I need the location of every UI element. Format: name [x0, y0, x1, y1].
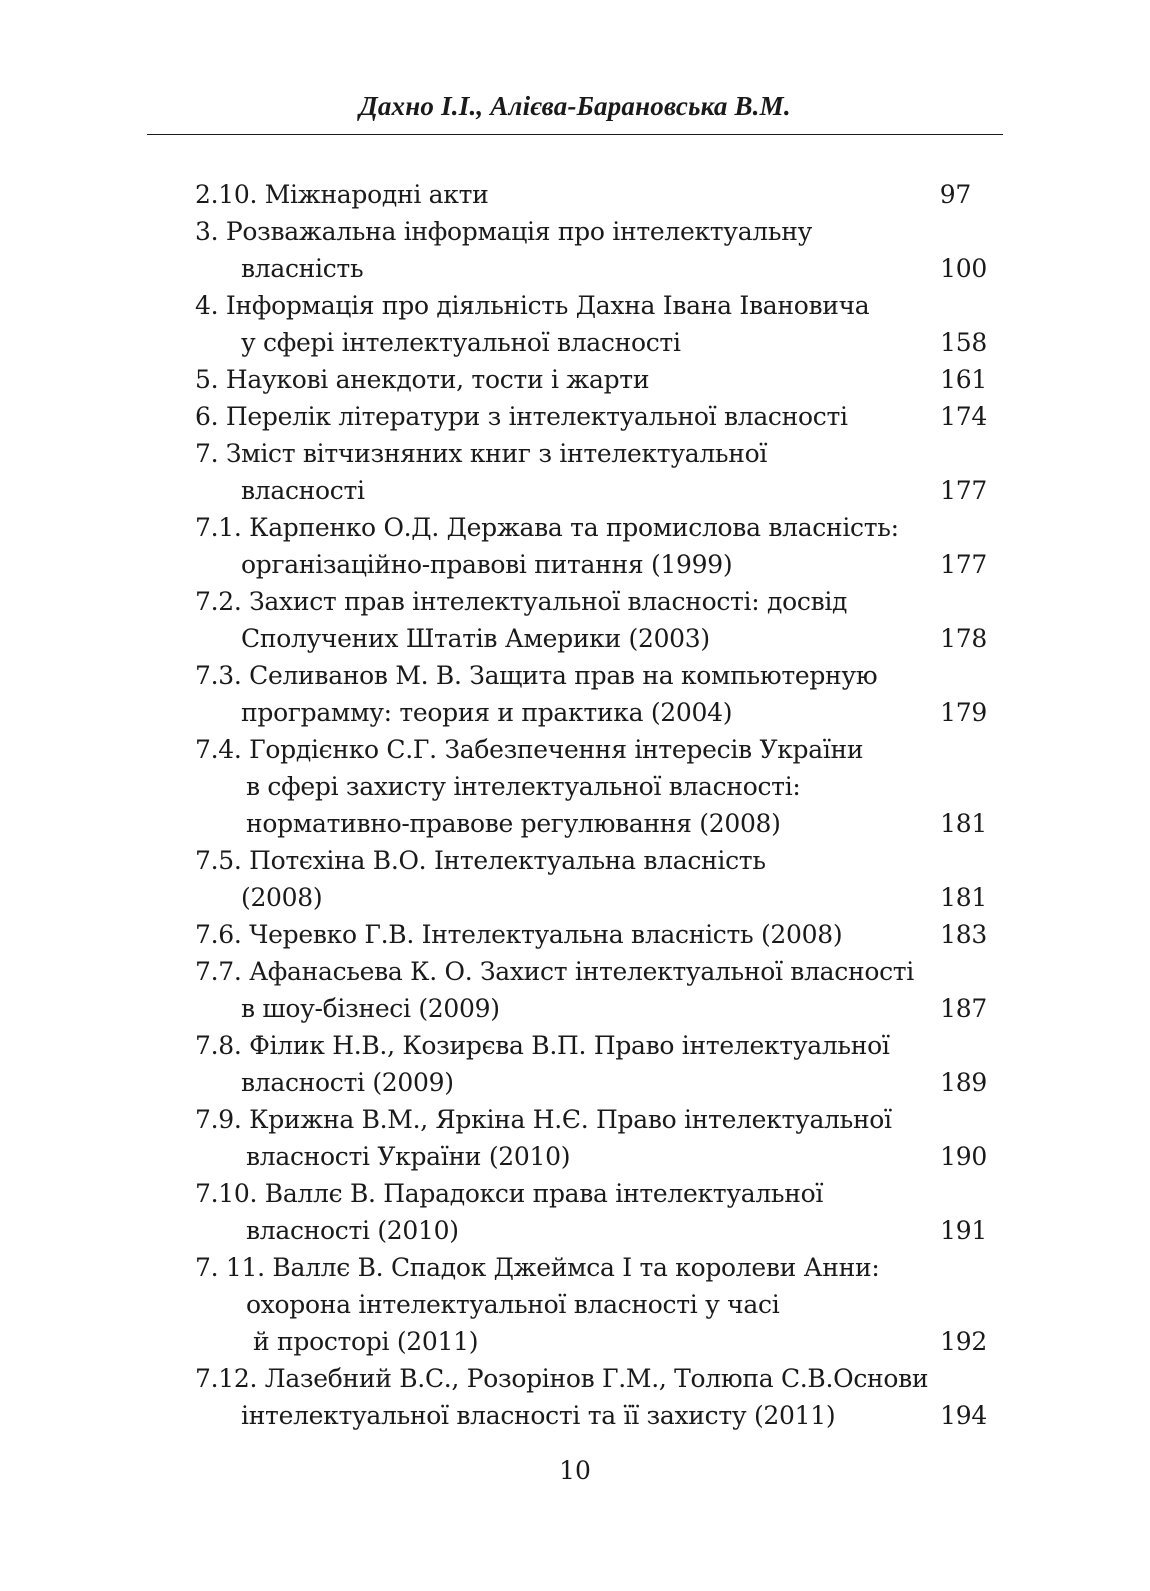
toc-entry — [195, 657, 995, 731]
toc-entry-title: 7.3. Селиванов М. В. Защита прав на компьютерную — [195, 661, 878, 690]
toc-entry-page: 189 — [940, 1068, 987, 1097]
toc-entry-title-continued: (2008) — [241, 883, 323, 912]
toc-entry-title-continued: інтелектуальної власності та її захисту (2011) — [241, 1401, 836, 1430]
toc-entry-title: 7.4. Гордієнко С.Г. Забезпечення інтересів України — [195, 735, 864, 764]
toc-entry-title-continued: охорона інтелектуальної власності у часі — [246, 1290, 780, 1319]
toc-entry-title: 7.7. Афанасьева К. О. Захист інтелектуальної власності — [195, 957, 914, 986]
toc-entry-title-continued: власності — [241, 476, 365, 505]
running-header — [147, 86, 1003, 135]
toc-entry-title: 3. Розважальна інформація про інтелектуальну — [195, 217, 812, 246]
toc-entry-title: 2.10. Міжнародні акти — [195, 180, 489, 209]
toc-entry — [195, 583, 995, 657]
toc-entry — [195, 1175, 995, 1249]
toc-entry-page: 158 — [940, 328, 987, 357]
toc-entry-title-continued: в сфері захисту інтелектуальної власності: — [246, 772, 801, 801]
toc-entry-title: 7.10. Валлє В. Парадокси права інтелектуальної — [195, 1179, 824, 1208]
toc-entry-title-continued: нормативно-правове регулювання (2008) — [246, 809, 781, 838]
toc-entry-title-continued: власність — [241, 254, 364, 283]
toc-entry — [195, 1101, 995, 1175]
toc-entry — [195, 953, 995, 1027]
toc-entry-title: 7. 11. Валлє В. Спадок Джеймса І та королеви Анни: — [195, 1253, 880, 1282]
toc-entry — [195, 287, 995, 361]
toc-entry — [195, 1249, 995, 1360]
toc-entry-page: 191 — [940, 1216, 987, 1245]
running-title: Дахно І.І., Алієва-Барановська В.М. — [359, 91, 791, 121]
toc-entry-title: 5. Наукові анекдоти, тости і жарти — [195, 365, 650, 394]
toc-entry-title: 6. Перелік літератури з інтелектуальної власності — [195, 402, 848, 431]
toc-entry-title-continued: Сполучених Штатів Америки (2003) — [241, 624, 710, 653]
toc-entry-title-continued: власності України (2010) — [246, 1142, 571, 1171]
toc-entry-title-continued: власності (2010) — [246, 1216, 459, 1245]
toc-entry-title: 7.1. Карпенко О.Д. Держава та промислова власність: — [195, 513, 899, 542]
toc-entry — [195, 435, 995, 509]
page-number: 10 — [559, 1456, 591, 1485]
toc-entry-title-continued: власності (2009) — [241, 1068, 454, 1097]
toc-entry — [195, 1027, 995, 1101]
table-of-contents — [195, 176, 995, 1434]
toc-entry-page: 183 — [940, 920, 987, 949]
toc-entry-page: 187 — [940, 994, 987, 1023]
toc-entry-title: 7.6. Черевко Г.В. Інтелектуальна власність (2008) — [195, 920, 843, 949]
toc-entry-title: 7.8. Філик Н.В., Козирєва В.П. Право інтелектуальної — [195, 1031, 890, 1060]
toc-entry-page: 194 — [940, 1401, 987, 1430]
toc-entry-page: 174 — [940, 402, 987, 431]
toc-entry-title: 7.5. Потєхіна В.О. Інтелектуальна власність — [195, 846, 766, 875]
toc-entry — [195, 176, 995, 213]
toc-entry-title: 4. Інформація про діяльність Дахна Івана Івановича — [195, 291, 870, 320]
toc-entry-page: 178 — [940, 624, 987, 653]
toc-entry-title-continued: в шоу-бізнесі (2009) — [241, 994, 500, 1023]
toc-entry — [195, 509, 995, 583]
toc-entry-page: 100 — [940, 254, 987, 283]
toc-entry — [195, 916, 995, 953]
toc-entry-title: 7.2. Захист прав інтелектуальної власності: досвід — [195, 587, 848, 616]
toc-entry-title-continued: программу: теория и практика (2004) — [241, 698, 733, 727]
toc-entry-page: 181 — [940, 809, 987, 838]
toc-entry-title: 7. Зміст вітчизняних книг з інтелектуальної — [195, 439, 768, 468]
toc-entry-page: 181 — [940, 883, 987, 912]
toc-entry-page: 97 — [939, 180, 971, 209]
toc-entry-title-continued: організаційно-правові питання (1999) — [241, 550, 733, 579]
toc-entry-title: 7.9. Крижна В.М., Яркіна Н.Є. Право інтелектуальної — [195, 1105, 892, 1134]
toc-entry-page: 179 — [940, 698, 987, 727]
toc-entry — [195, 213, 995, 287]
toc-entry-page: 161 — [940, 365, 987, 394]
toc-entry — [195, 731, 995, 842]
toc-entry-page: 177 — [940, 476, 987, 505]
toc-entry-page: 177 — [940, 550, 987, 579]
toc-entry — [195, 398, 995, 435]
toc-entry-title-continued: й просторі (2011) — [253, 1327, 479, 1356]
toc-entry — [195, 1360, 995, 1434]
toc-entry-page: 192 — [940, 1327, 987, 1356]
toc-entry-title: 7.12. Лазебний В.С., Розорінов Г.М., Толюпа С.В.Основи — [195, 1364, 929, 1393]
toc-entry — [195, 842, 995, 916]
toc-entry-title-continued: у сфері інтелектуальної власності — [241, 328, 681, 357]
toc-entry — [195, 361, 995, 398]
toc-entry-page: 190 — [940, 1142, 987, 1171]
